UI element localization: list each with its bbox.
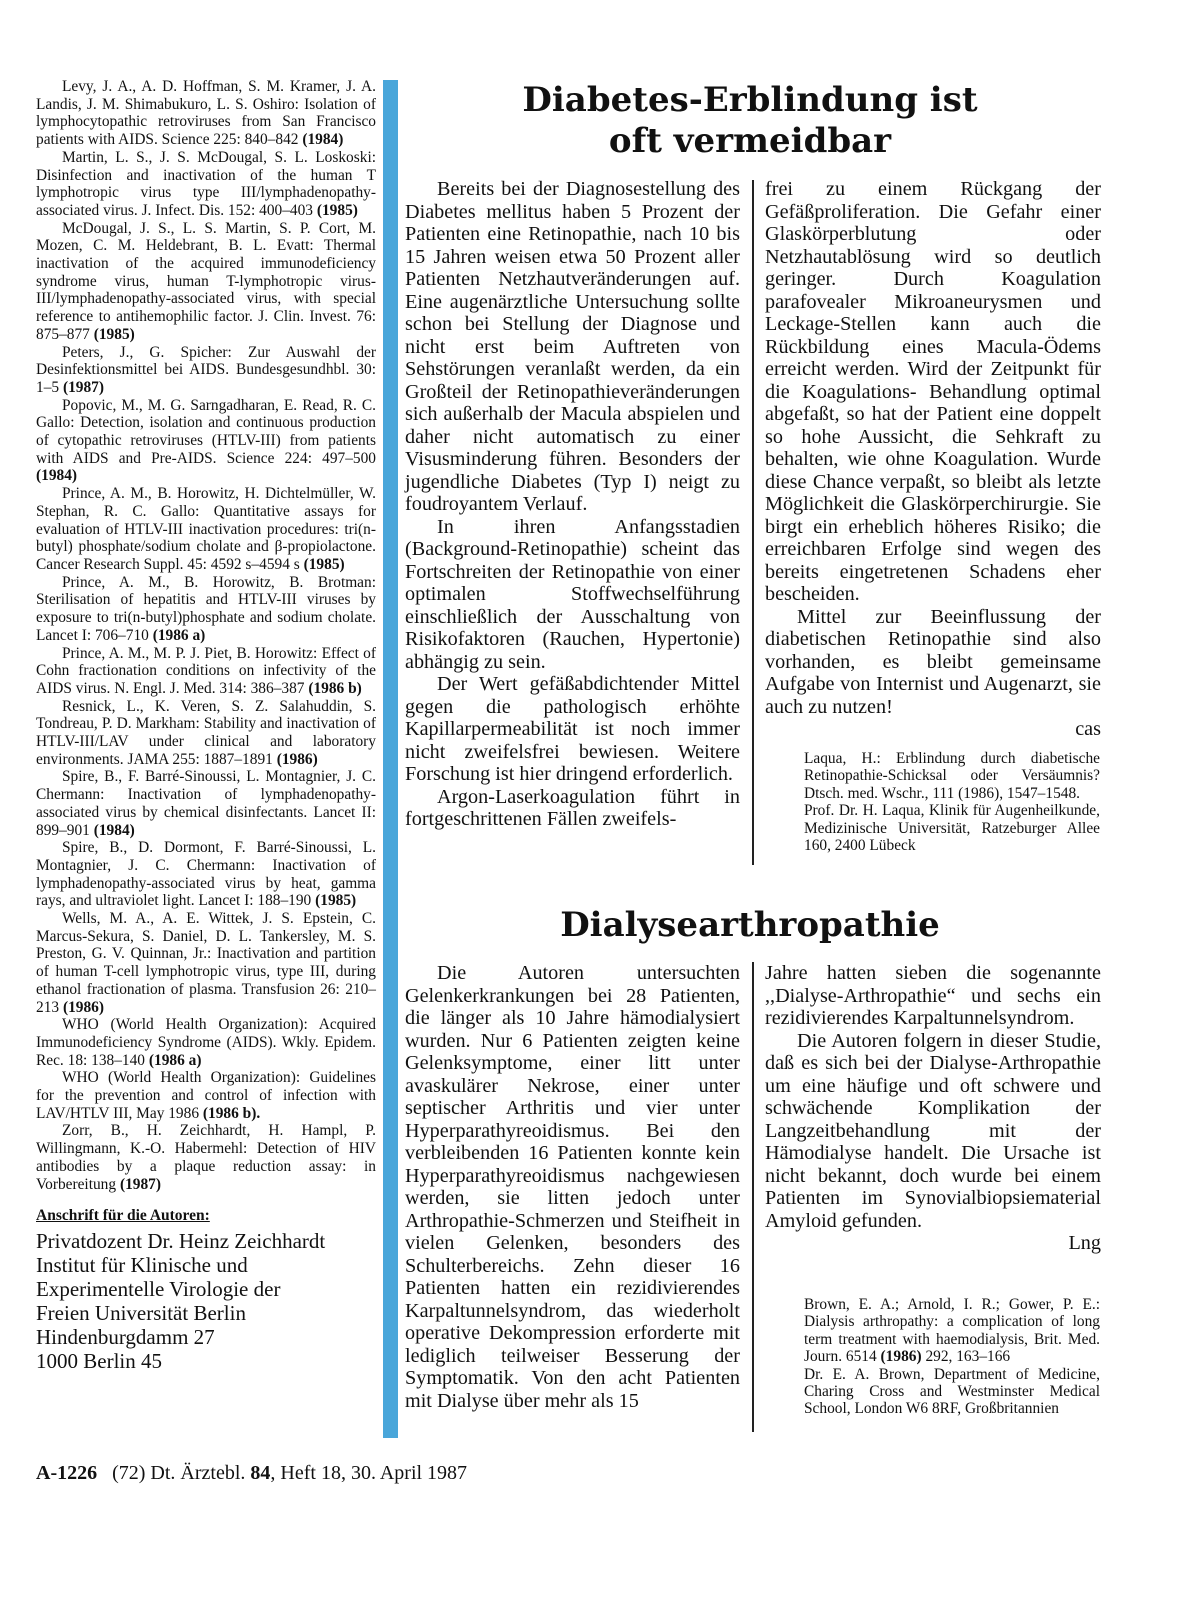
citation-text: Brown, E. A.; Arnold, I. R.; Gower, P. E.: Dialysis arthropathy: a complication of long term treatment with haemodialysis, Brit. Med. Journ. 6514 (804, 1296, 1100, 1366)
reference-entries (36, 78, 376, 1193)
address-heading: Anschrift für die Autoren: (36, 1207, 210, 1225)
article2-source (804, 1296, 1100, 1418)
reference-entry (36, 485, 376, 574)
paragraph: In ihren Anfangsstadien (Background-Retinopathie) scheint das Fortschreiten der Retinopathie von einer optimalen Stoffwechselführung einschließlich der Ausschaltung von Risikofaktoren (Rauchen, Hypertonie) abhängig zu sein. (405, 515, 740, 673)
source-address: Prof. Dr. H. Laqua, Klinik für Augenheilkunde, Medizinische Universität, Ratzeburger Allee 160, 2400 Lübeck (804, 802, 1100, 855)
journal-prefix: (72) Dt. Ärztebl. (112, 1462, 246, 1484)
source-citation: Laqua, H.: Erblindung durch diabetische Retinopathie-Schicksal oder Versäumnis? Dtsch. med. Wschr., 111 (1986), 1547–1548. (804, 750, 1100, 802)
reference-entry (36, 574, 376, 645)
reference-entry (36, 645, 376, 698)
paragraph: Mittel zur Beeinflussung der diabetischen Retinopathie sind also vorhanden, es bleibt gemeinsame Aufgabe von Internist und Augenarzt, sie auch zu nutzen! (765, 605, 1101, 718)
reference-text: Prince, A. M., B. Horowitz, H. Dichtelmüller, W. Stephan, R. C. Gallo: Quantitative assays for evaluation of HTLV-III inactivation procedures: tri(n-butyl) phosphate/sodium cholate and β-propiolactone. Cancer Research Suppl. 45: 4592 s–4594 s (36, 485, 376, 573)
address-line: Privatdozent Dr. Heinz Zeichhardt (36, 1229, 326, 1253)
reference-text: Popovic, M., M. G. Sarngadharan, E. Read, R. C. Gallo: Detection, isolation and continuous production of cytopathic retroviruses (HTLV-III) from patients with AIDS and Pre-AIDS. Science 224: 497–500 (36, 396, 376, 467)
author-signature: cas (1075, 718, 1101, 740)
article2-column-2 (765, 962, 1101, 1255)
address-line: Freien Universität Berlin (36, 1301, 246, 1325)
paragraph: Jahre hatten sieben die sogenannte ,,Dialyse-Arthropathie“ und sechs ein rezidivierendes Karpaltunnelsyndrom. (765, 962, 1101, 1029)
reference-list (36, 78, 376, 1373)
reference-text: Zorr, B., H. Zeichhardt, H. Hampl, P. Willingmann, K.-O. Habermehl: Detection of HIV antibodies by a plaque reduction assay: in Vorbereitung (36, 1122, 376, 1193)
page-code: A-1226 (36, 1462, 98, 1484)
reference-entry (36, 839, 376, 910)
citation-year: (1986) (880, 1348, 922, 1366)
reference-entry (36, 768, 376, 839)
journal-volume: 84 (250, 1462, 271, 1484)
citation-pages: 292, 163–166 (925, 1348, 1011, 1366)
reference-year: (1986 b). (202, 1104, 261, 1122)
author-address (36, 1229, 376, 1373)
article-title-dialysearthropathie: Dialysearthropathie (560, 905, 940, 945)
article1-column-2 (765, 178, 1101, 741)
article-title-diabetes (420, 80, 1080, 162)
reference-year: (1985) (316, 201, 358, 219)
reference-year: (1987) (62, 378, 104, 396)
reference-text: Resnick, L., K. Veren, S. Z. Salahuddin, S. Tondreau, P. D. Markham: Stability and inactivation of HTLV-III/LAV under clinical and laboratory environments. JAMA 255: 1887–1891 (36, 697, 376, 768)
reference-entry (36, 220, 376, 344)
reference-text: WHO (World Health Organization): Acquired Immunodeficiency Syndrome (AIDS). Wkly. Epidem. Rec. 18: 138–140 (36, 1016, 376, 1069)
paragraph: Die Autoren untersuchten Gelenkerkrankungen bei 28 Patienten, die länger als 10 Jahre hämodialysiert wurden. Nur 6 Patienten zeigten keine Gelenksymptome, einer litt unter avaskulärer Nekrose, einer unter septischer Arthritis und vier unter Hyperparathyreoidismus. Bei den verbleibenden 16 Patienten konnte kein Hyperparathyreoidismus nachgewiesen werden, sie litten jedoch unter Arthropathie-Schmerzen und Steifheit in vielen Gelenken, besonders des Schulterbereichs. Zehn dieser 16 Patienten hatten ein rezidivierendes Karpaltunnelsyndrom, das wiederholt operative Dekompression erforderte mit lediglich teilweiser Besserung der Symptomatik. Von den acht Patienten mit Dialyse über mehr als 15 (405, 962, 740, 1412)
address-line: Experimentelle Virologie der (36, 1277, 281, 1301)
reference-entry (36, 149, 376, 220)
source-citation (804, 1296, 1100, 1366)
journal-issue-date: , Heft 18, 30. April 1987 (270, 1462, 468, 1484)
source-address: Dr. E. A. Brown, Department of Medicine, Charing Cross and Westminster Medical School, London W6 8RF, Großbritannien (804, 1365, 1100, 1418)
reference-entry (36, 698, 376, 769)
address-line: Hindenburgdamm 27 (36, 1325, 215, 1349)
reference-text: Prince, A. M., M. P. J. Piet, B. Horowitz: Effect of Cohn fractionation conditions on infectivity of the AIDS virus. N. Engl. J. Med. 314: 386–387 (36, 644, 376, 697)
reference-year: (1985) (303, 555, 345, 573)
paragraph: Die Autoren folgern in dieser Studie, daß es sich bei der Dialyse-Arthropathie um eine häufige und oft schwere und schwächende Komplikation der Langzeitbehandlung mit der Hämodialyse handelt. Die Ursache ist nicht bekannt, doch wurde bei einem Patienten im Synovialbiopsiematerial Amyloid gefunden. (765, 1029, 1101, 1232)
reference-year: (1987) (119, 1175, 161, 1193)
reference-text: Prince, A. M., B. Horowitz, B. Brotman: Sterilisation of hepatitis and HTLV-III viruses by exposure to tri(n-butyl)phosphate and sodium cholate. Lancet I: 706–710 (36, 573, 376, 644)
reference-year: (1986) (276, 750, 318, 768)
article1-column-1 (405, 178, 740, 831)
accent-bar (383, 80, 398, 1438)
reference-year: (1985) (315, 892, 357, 910)
reference-text: Peters, J., G. Spicher: Zur Auswahl der Desinfektionsmittel bei AIDS. Bundesgesundhbl. 30: 1–5 (36, 343, 376, 396)
reference-year: (1984) (36, 467, 78, 485)
reference-text: Spire, B., F. Barré-Sinoussi, L. Montagnier, J. C. Chermann: Inactivation of lymphadenopathy-associated virus by chemical disinfectants. Lancet II: 899–901 (36, 768, 376, 839)
reference-text: McDougal, J. S., L. S. Martin, S. P. Cort, M. Mozen, C. M. Heldebrant, B. L. Evatt: Thermal inactivation of the acquired immunodeficiency syndrome virus, human T-lymphotropic virus-III/lymphadenopathy-associated virus, with special reference to antihemophilic factor. J. Clin. Invest. 76: 875–877 (36, 219, 376, 343)
address-line: 1000 Berlin 45 (36, 1349, 162, 1373)
reference-entry (36, 910, 376, 1016)
title-line: Diabetes-Erblindung ist (522, 80, 978, 120)
reference-year: (1984) (93, 821, 135, 839)
reference-text: Levy, J. A., A. D. Hoffman, S. M. Kramer, J. A. Landis, J. M. Shimabukuro, L. S. Oshiro: Isolation of lymphocytopathic retroviruses from San Francisco patients with AIDS. Science 225: 840–842 (36, 78, 376, 149)
reference-text: Martin, L. S., J. S. McDougal, S. L. Loskoski: Disinfection and inactivation of the human T lymphotropic virus type III/lymphadenopathy-associated virus. J. Infect. Dis. 152: 400–403 (36, 148, 376, 219)
reference-entry (36, 344, 376, 397)
reference-text: WHO (World Health Organization): Guidelines for the prevention and control of infection with LAV/HTLV III, May 1986 (36, 1069, 376, 1122)
paragraph: frei zu einem Rückgang der Gefäßproliferation. Die Gefahr einer Glaskörperblutung oder Netzhautablösung wird so deutlich geringer. Durch Koagulation parafovealer Mikroaneurysmen und Leckage-Stellen kann auch die Rückbildung eines Macula-Ödems erreicht werden. Wird der Zeitpunkt für die Koagulations- Behandlung optimal abgefaßt, so hat der Patient eine doppelt so hohe Aussicht, die Sehkraft zu behalten, wie ohne Koagulation. Wurde diese Chance verpaßt, so bleibt als letzte Möglichkeit die Glaskörperchirurgie. Sie birgt ein erheblich höheres Risiko; die erreichbaren Erfolge sind wegen des bereits eingetretenen Schadens eher bescheiden. (765, 178, 1101, 605)
page-footer (36, 1462, 736, 1485)
reference-year: (1986 a) (148, 1051, 202, 1069)
author-signature: Lng (1068, 1232, 1101, 1254)
reference-year: (1985) (93, 325, 135, 343)
title-line: oft vermeidbar (608, 121, 892, 161)
reference-year: (1986) (62, 998, 104, 1016)
reference-year: (1986 a) (152, 626, 206, 644)
reference-text: Spire, B., D. Dormont, F. Barré-Sinoussi, L. Montagnier, J. C. Chermann: Inactivation of lymphadenopathy-associated virus by heat, gamma rays, and ultraviolet light. Lancet I: 188–190 (36, 839, 376, 910)
reference-text: Wells, M. A., A. E. Wittek, J. S. Epstein, C. Marcus-Sekura, S. Daniel, D. L. Tankersley, M. S. Preston, G. V. Quinnan, Jr.: Inactivation and partition of human T-cell lymphotropic virus, type III, during ethanol fractionation of plasma. Transfusion 26: 210–213 (36, 910, 376, 1016)
column-divider (752, 962, 754, 1432)
reference-year: (1984) (302, 131, 344, 149)
paragraph: Der Wert gefäßabdichtender Mittel gegen die pathologisch erhöhte Kapillarpermeabilität ist noch immer nicht zweifelsfrei bewiesen. Weitere Forschung ist hier dringend erforderlich. (405, 673, 740, 785)
article1-source (804, 750, 1100, 854)
reference-year: (1986 b) (308, 679, 362, 697)
reference-entry (36, 397, 376, 486)
article2-column-1 (405, 962, 740, 1412)
reference-entry (36, 1069, 376, 1122)
reference-entry (36, 78, 376, 149)
paragraph: Argon-Laserkoagulation führt in fortgeschrittenen Fällen zweifels- (405, 785, 740, 830)
reference-entry (36, 1122, 376, 1193)
paragraph: Bereits bei der Diagnosestellung des Diabetes mellitus haben 5 Prozent der Patienten eine Retinopathie, nach 10 bis 15 Jahren weisen etwa 50 Prozent aller Patienten Netzhautveränderungen auf. Eine augenärztliche Untersuchung sollte schon bei Stellung der Diagnose und nicht erst beim Auftreten von Sehstörungen veranlaßt werden, da ein Großteil der Retinopathieveränderungen sich außerhalb der Macula abspielen und daher nicht automatisch zu einer Visusminderung führen. Besonders der jugendliche Diabetes (Typ I) neigt zu foudroyantem Verlauf. (405, 178, 740, 515)
reference-entry (36, 1016, 376, 1069)
address-line: Institut für Klinische und (36, 1253, 248, 1277)
column-divider (752, 180, 754, 865)
